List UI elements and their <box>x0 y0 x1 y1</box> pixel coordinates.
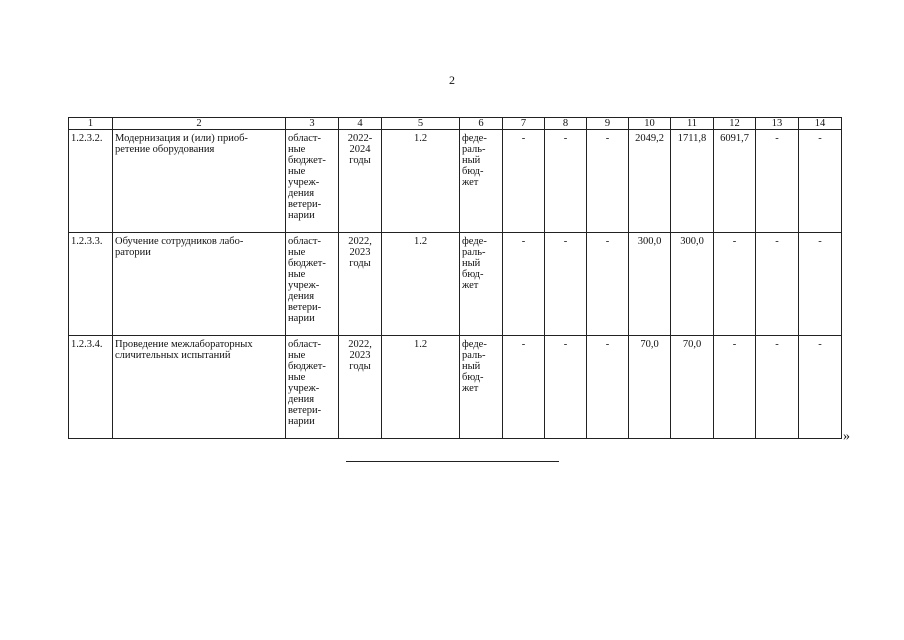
funding-source-line: феде- <box>462 133 487 144</box>
executor-line: област- <box>288 339 321 350</box>
value-cell: - <box>799 130 842 233</box>
executor <box>286 336 339 439</box>
value-cell: - <box>714 233 756 336</box>
activity-name-line: сличительных испытаний <box>115 350 231 361</box>
funding-source-line: жет <box>462 177 479 188</box>
column-number: 5 <box>382 118 460 130</box>
end-separator-line <box>346 461 559 462</box>
funding-source-line: раль- <box>462 350 486 361</box>
funding-source-line: ный <box>462 258 481 269</box>
executor-line: област- <box>288 133 321 144</box>
executor-line: бюджет- <box>288 258 326 269</box>
executor <box>286 233 339 336</box>
value-cell: 300,0 <box>629 233 671 336</box>
executor-line: дения <box>288 188 315 199</box>
funding-source-line: раль- <box>462 247 486 258</box>
executor-line: ветери- <box>288 302 322 313</box>
period-line: 2024 <box>349 144 371 155</box>
funding-source <box>460 233 503 336</box>
column-number: 2 <box>113 118 286 130</box>
funding-source-line: ный <box>462 361 481 372</box>
period-line: 2023 <box>349 350 371 361</box>
executor-line: нарии <box>288 313 315 324</box>
indicator: 1.2 <box>382 233 460 336</box>
funding-source-line: раль- <box>462 144 486 155</box>
value-cell: 2049,2 <box>629 130 671 233</box>
value-cell: 300,0 <box>671 233 714 336</box>
executor-line: ные <box>288 166 306 177</box>
funding-source-line: ный <box>462 155 481 166</box>
value-cell: 1711,8 <box>671 130 714 233</box>
column-number: 13 <box>756 118 799 130</box>
value-cell: - <box>587 336 629 439</box>
column-number: 14 <box>799 118 842 130</box>
value-cell: 70,0 <box>671 336 714 439</box>
funding-source-line: феде- <box>462 236 487 247</box>
row-number: 1.2.3.3. <box>69 233 113 336</box>
column-number: 6 <box>460 118 503 130</box>
value-cell: 70,0 <box>629 336 671 439</box>
value-cell: - <box>756 233 799 336</box>
executor-line: ные <box>288 350 306 361</box>
executor-line: дения <box>288 394 315 405</box>
executor-line: нарии <box>288 210 315 221</box>
executor-line: дения <box>288 291 315 302</box>
closing-quote-mark: » <box>843 429 850 444</box>
column-number: 12 <box>714 118 756 130</box>
column-number: 8 <box>545 118 587 130</box>
row-number: 1.2.3.2. <box>69 130 113 233</box>
activity-name <box>113 336 286 439</box>
value-cell: - <box>756 130 799 233</box>
page-number: 2 <box>449 73 455 87</box>
column-number: 10 <box>629 118 671 130</box>
table-row <box>69 336 842 439</box>
program-table <box>68 117 842 439</box>
executor <box>286 130 339 233</box>
period-line: годы <box>349 361 371 372</box>
activity-name <box>113 233 286 336</box>
executor-line: учреж- <box>288 280 320 291</box>
funding-source-line: бюд- <box>462 166 484 177</box>
executor-line: ные <box>288 269 306 280</box>
executor-line: учреж- <box>288 177 320 188</box>
value-cell: - <box>503 336 545 439</box>
column-number: 7 <box>503 118 545 130</box>
value-cell: - <box>714 336 756 439</box>
value-cell: - <box>587 233 629 336</box>
column-number: 1 <box>69 118 113 130</box>
column-number-row <box>69 118 842 130</box>
funding-source <box>460 336 503 439</box>
funding-source-line: жет <box>462 280 479 291</box>
activity-name <box>113 130 286 233</box>
period-line: 2022, <box>348 339 372 350</box>
activity-name-line: Проведение межлабораторных <box>115 339 253 350</box>
value-cell: - <box>545 336 587 439</box>
period <box>339 336 382 439</box>
value-cell: - <box>503 130 545 233</box>
value-cell: - <box>756 336 799 439</box>
value-cell: - <box>545 233 587 336</box>
period-line: 2022, <box>348 236 372 247</box>
table-row <box>69 233 842 336</box>
activity-name-line: Обучение сотрудников лабо- <box>115 236 244 247</box>
table-row <box>69 130 842 233</box>
column-number: 11 <box>671 118 714 130</box>
column-number: 4 <box>339 118 382 130</box>
executor-line: бюджет- <box>288 361 326 372</box>
period-line: годы <box>349 258 371 269</box>
executor-line: ные <box>288 247 306 258</box>
row-number: 1.2.3.4. <box>69 336 113 439</box>
executor-line: област- <box>288 236 321 247</box>
period-line: годы <box>349 155 371 166</box>
value-cell: - <box>799 233 842 336</box>
period-line: 2022- <box>347 133 373 144</box>
column-number: 9 <box>587 118 629 130</box>
executor-line: бюджет- <box>288 155 326 166</box>
activity-name-line: ретение оборудования <box>115 144 215 155</box>
value-cell: 6091,7 <box>714 130 756 233</box>
activity-name-line: ратории <box>115 247 151 258</box>
period <box>339 233 382 336</box>
value-cell: - <box>799 336 842 439</box>
period-line: 2023 <box>349 247 371 258</box>
funding-source-line: феде- <box>462 339 487 350</box>
indicator: 1.2 <box>382 336 460 439</box>
period <box>339 130 382 233</box>
funding-source-line: бюд- <box>462 269 484 280</box>
executor-line: ные <box>288 372 306 383</box>
funding-source-line: бюд- <box>462 372 484 383</box>
executor-line: ветери- <box>288 199 322 210</box>
value-cell: - <box>545 130 587 233</box>
funding-source-line: жет <box>462 383 479 394</box>
activity-name-line: Модернизация и (или) приоб- <box>115 133 248 144</box>
executor-line: нарии <box>288 416 315 427</box>
executor-line: учреж- <box>288 383 320 394</box>
indicator: 1.2 <box>382 130 460 233</box>
value-cell: - <box>587 130 629 233</box>
column-number: 3 <box>286 118 339 130</box>
value-cell: - <box>503 233 545 336</box>
funding-source <box>460 130 503 233</box>
executor-line: ные <box>288 144 306 155</box>
executor-line: ветери- <box>288 405 322 416</box>
